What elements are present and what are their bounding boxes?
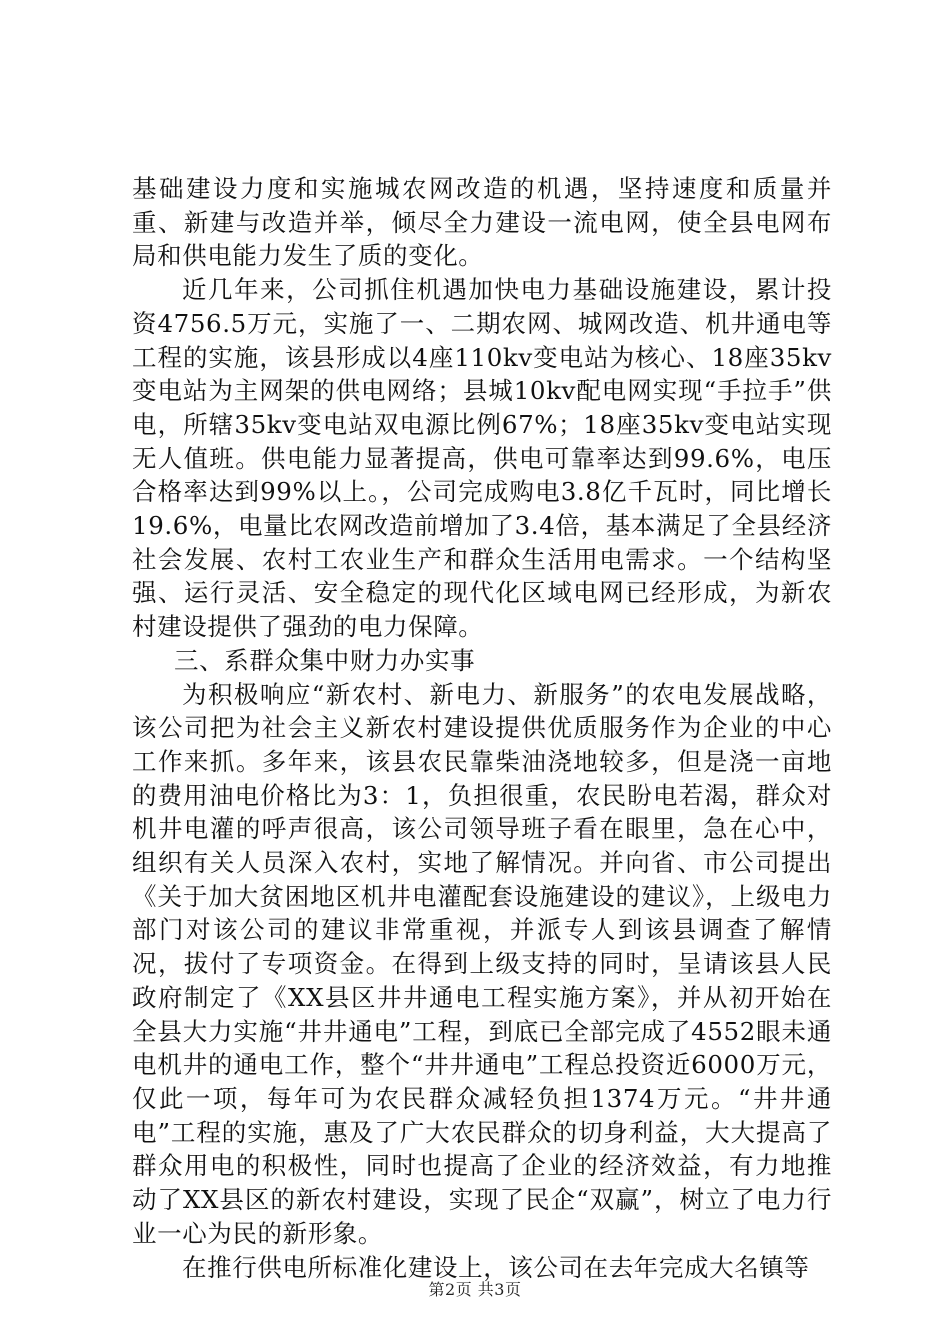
paragraph-infrastructure-intro: 基础建设力度和实施城农网改造的机遇，坚持速度和质量并重、新建与改造并举，倾尽全力建设一流电网，使全县电网布局和供电能力发生了质的变化。 <box>132 174 832 271</box>
page-number-footer: 第2页 共3页 <box>428 1280 522 1299</box>
section-heading-3: 三、系群众集中财力办实事 <box>174 645 476 675</box>
paragraph-grid-investment: 近几年来，公司抓住机遇加快电力基础设施建设，累计投资4756.5万元，实施了一、二期农网、城网改造、机井通电等工程的实施，该县形成以4座110kv变电站为核心、18座35kv变电站为主网架的供电网络；县城10kv配电网实现“手拉手”供电，所辖35kv变电站双电源比例67%；18座35kv变电站实现无人值班。供电能力显著提高，供电可靠率达到99.6%，电压合格率达到99%以上。，公司完成购电3.8亿千瓦时，同比增长19.6%，电量比农网改造前增加了3.4倍，基本满足了全县经济社会发展、农村工农业生产和群众生活用电需求。一个结构坚强、运行灵活、安全稳定的现代化区域电网已经形成，为新农村建设提供了强劲的电力保障。 <box>132 275 832 642</box>
paragraph-well-electrification: 为积极响应“新农村、新电力、新服务”的农电发展战略，该公司把为社会主义新农村建设提供优质服务作为企业的中心工作来抓。多年来，该县农民靠柴油浇地较多，但是浇一亩地的费用油电价格比为3：1，负担很重，农民盼电若渴，群众对机井电灌的呼声很高，该公司领导班子看在眼里，急在心中，组织有关人员深入农村，实地了解情况。并向省、市公司提出《关于加大贫困地区机井电灌配套设施建设的建议》，上级电力部门对该公司的建议非常重视，并派专人到该县调查了解情况，拔付了专项资金。在得到上级支持的同时，呈请该县人民政府制定了《XX县区井井通电工程实施方案》，并从初开始在全县大力实施“井井通电”工程，到底已全部完成了4552眼未通电机井的通电工作，整个“井井通电”工程总投资近6000万元，仅此一项，每年可为农民群众减轻负担1374万元。“井井通电”工程的实施，惠及了广大农民群众的切身利益，大大提高了群众用电的积极性，同时也提高了企业的经济效益，有力地推动了XX县区的新农村建设，实现了民企“双赢”，树立了电力行业一心为民的新形象。 <box>132 679 832 1248</box>
paragraph-station-standardization: 在推行供电所标准化建设上，该公司在去年完成大名镇等 <box>182 1252 810 1282</box>
document-body <box>132 172 832 1284</box>
